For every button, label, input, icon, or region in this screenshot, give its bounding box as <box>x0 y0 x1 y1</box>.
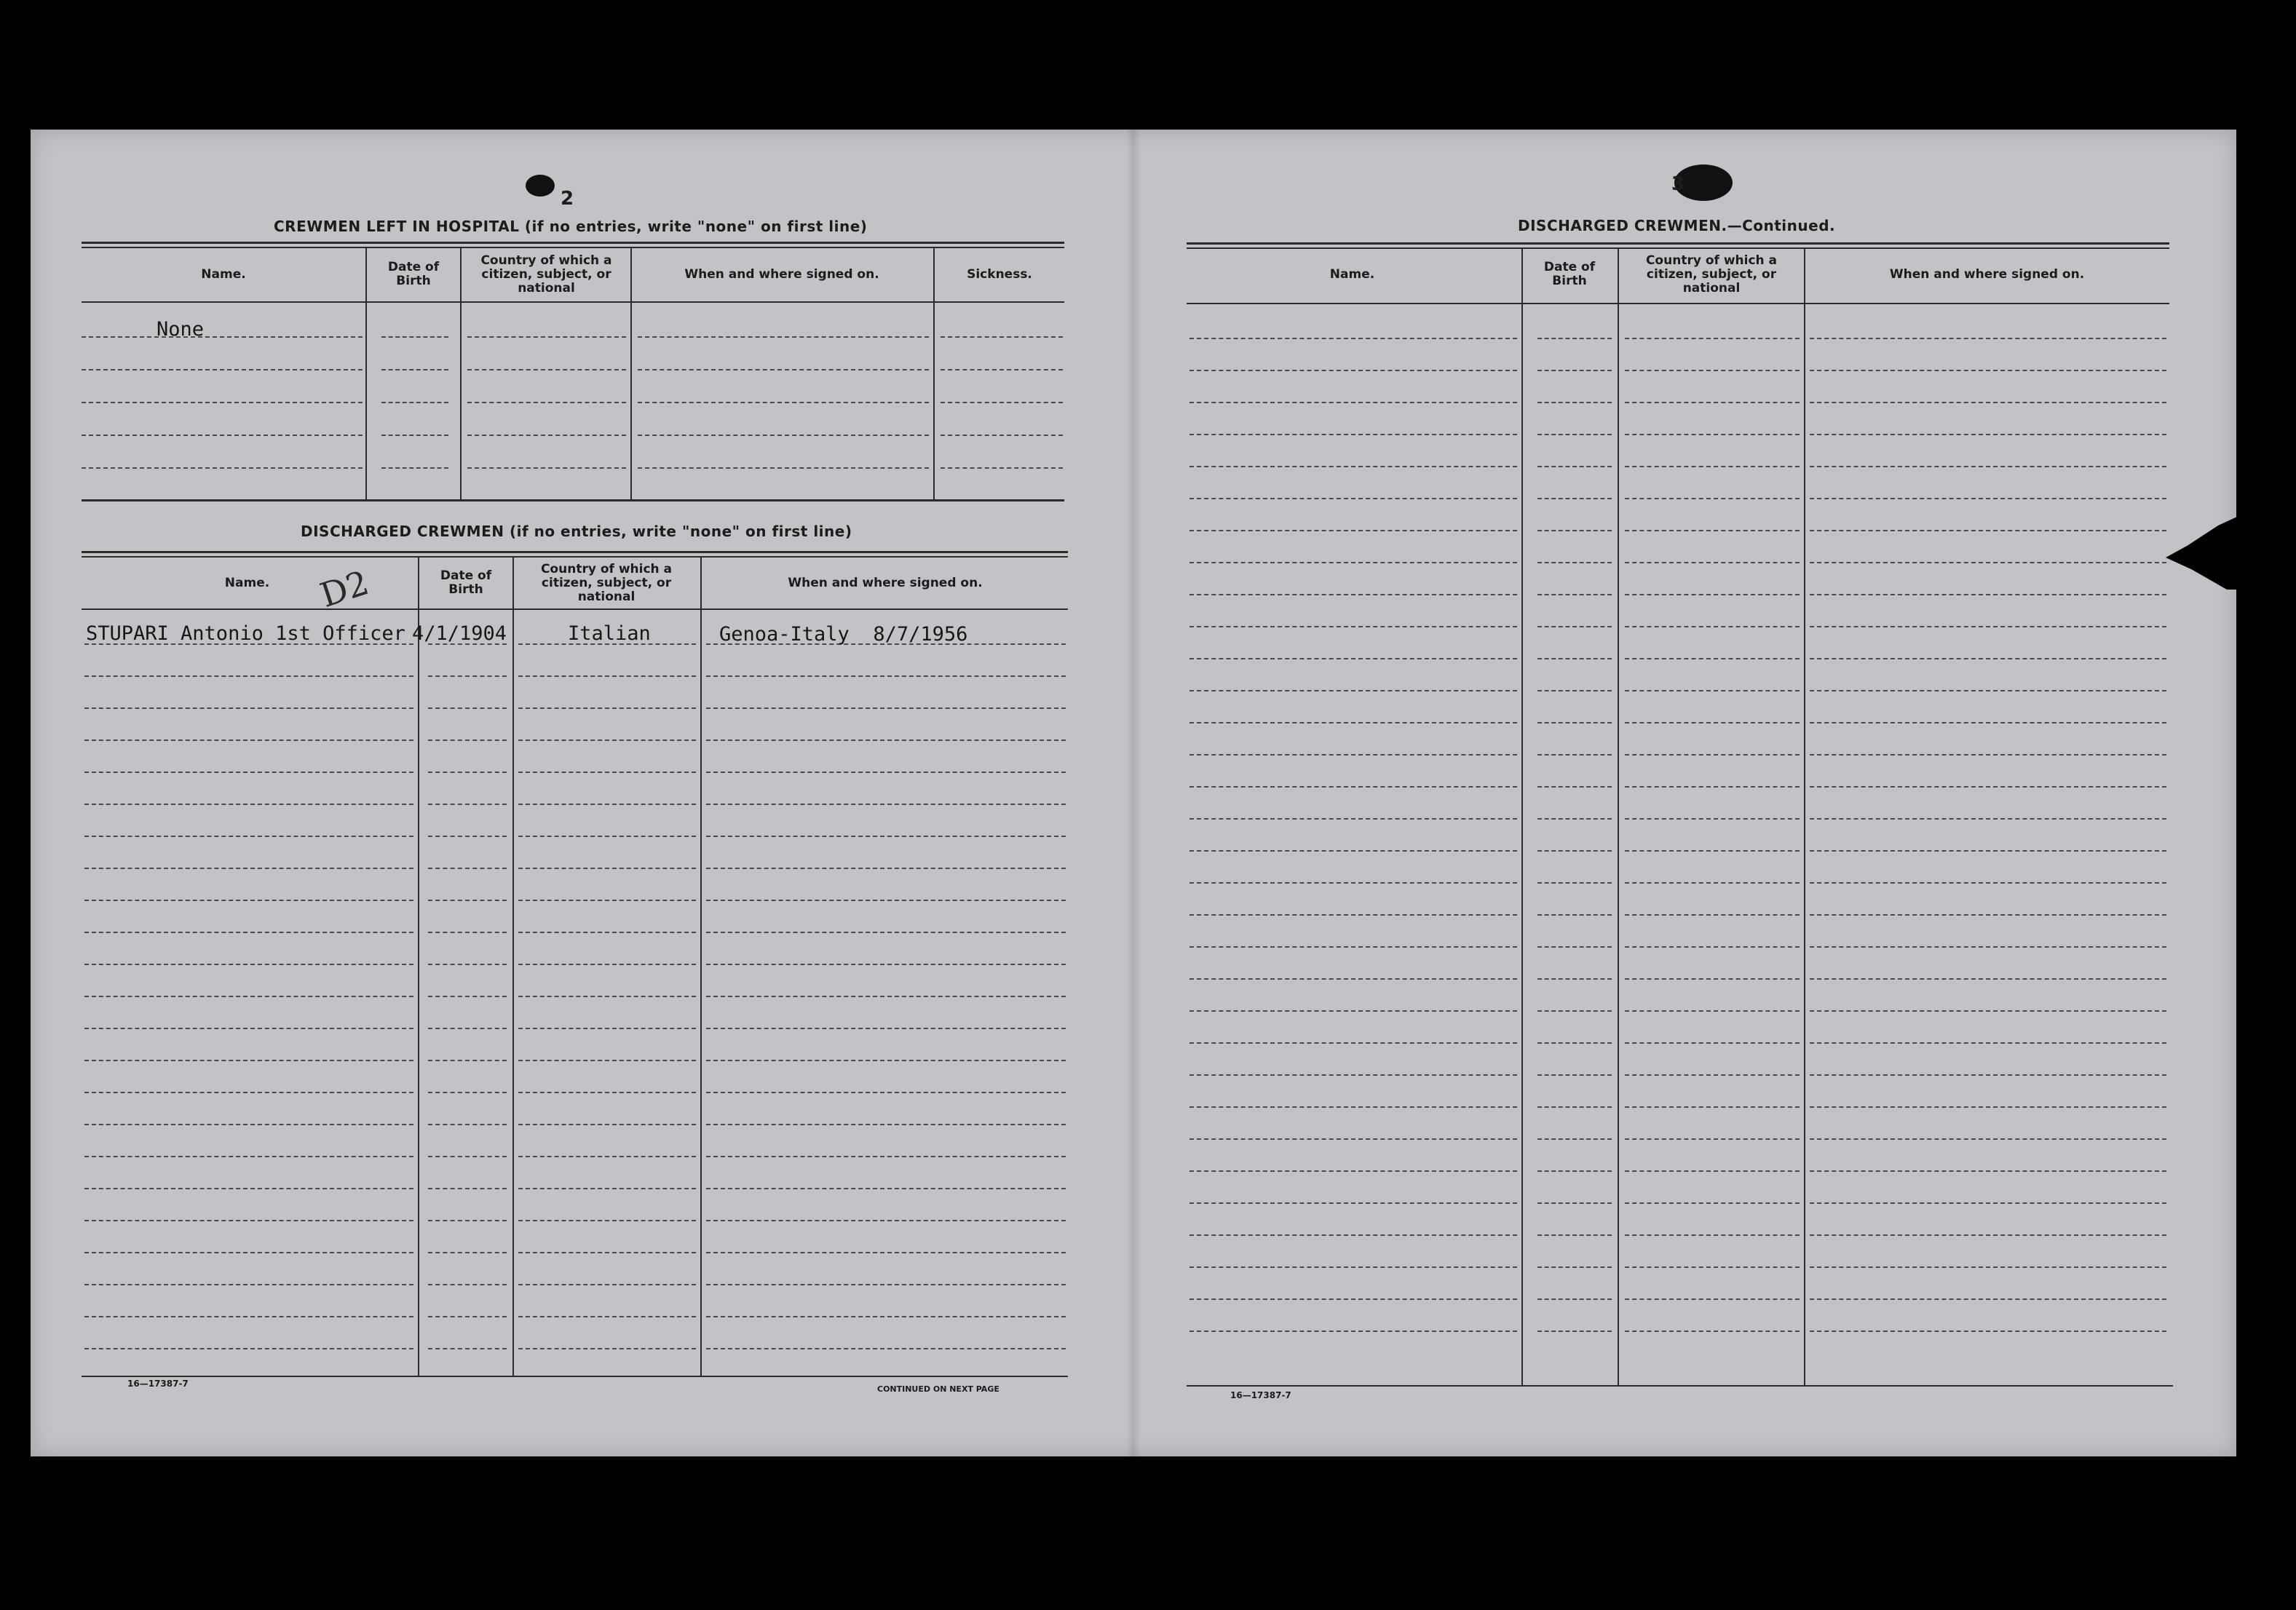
ruled-line <box>518 1092 696 1093</box>
header-rule <box>82 608 1068 610</box>
ruled-line <box>1189 722 1517 723</box>
ruled-line <box>428 1220 507 1221</box>
column-divider <box>512 557 514 1376</box>
ruled-line <box>1625 978 1800 980</box>
ruled-line <box>1625 466 1800 467</box>
ruled-line <box>518 1252 696 1253</box>
ruled-line <box>84 804 413 805</box>
ruled-line <box>1537 722 1612 723</box>
ruled-line <box>1537 1170 1612 1172</box>
ruled-line <box>518 804 696 805</box>
ruled-line <box>1537 1010 1612 1012</box>
ruled-line <box>1189 530 1517 531</box>
ruled-line <box>428 836 507 837</box>
ruled-line <box>518 932 696 933</box>
ruled-line <box>1625 370 1800 371</box>
ruled-line <box>1625 1331 1800 1332</box>
ruled-line <box>1810 562 2166 563</box>
ruled-line <box>1537 690 1612 691</box>
col-header-name: Name. <box>201 266 246 282</box>
col-header-signed-on: When and where signed on. <box>1889 266 2085 282</box>
ruled-line <box>1189 850 1517 852</box>
ruled-line <box>428 739 507 741</box>
col-header-birth: Date of Birth <box>440 568 492 597</box>
ruled-line <box>1189 594 1517 595</box>
ruled-line <box>1537 882 1612 884</box>
ruled-line <box>638 402 929 403</box>
ruled-line <box>84 1092 413 1093</box>
ruled-line <box>381 369 448 370</box>
col-header-name: Name. <box>224 575 270 590</box>
ruled-line <box>428 1316 507 1317</box>
rule <box>1187 242 2169 245</box>
ruled-line <box>1189 1266 1517 1268</box>
ruled-line <box>428 1124 507 1125</box>
ruled-line <box>1625 1074 1800 1076</box>
ruled-line <box>1810 1042 2166 1044</box>
column-divider <box>1521 248 1523 1385</box>
ruled-line <box>1810 786 2166 788</box>
col-header-country: Country of which a citizen, subject, or national <box>480 253 612 296</box>
ruled-line <box>1625 914 1800 916</box>
ruled-line <box>638 369 929 370</box>
ruled-line <box>84 964 413 965</box>
ruled-line <box>706 1348 1066 1349</box>
ruled-line <box>1537 530 1612 531</box>
ruled-line <box>1625 786 1800 788</box>
header-rule <box>82 301 1064 303</box>
ruled-line <box>1625 562 1800 563</box>
column-divider <box>1804 248 1805 1385</box>
ruled-line <box>706 1060 1066 1061</box>
ruled-line <box>706 1316 1066 1317</box>
ruled-line <box>518 1188 696 1189</box>
ruled-line <box>1189 1138 1517 1140</box>
ruled-line <box>1810 658 2166 659</box>
ruled-line <box>381 336 448 338</box>
ruled-line <box>381 402 448 403</box>
ruled-line <box>428 772 507 773</box>
ruled-line <box>1537 658 1612 659</box>
ruled-line <box>1537 754 1612 756</box>
ruled-line <box>428 1348 507 1349</box>
ruled-line <box>1189 562 1517 563</box>
ruled-line <box>1537 1042 1612 1044</box>
ruled-line <box>82 435 363 436</box>
ruled-line <box>1189 434 1517 435</box>
ruled-line <box>1537 626 1612 627</box>
ruled-line <box>467 467 626 469</box>
rule <box>82 247 1064 248</box>
rule <box>82 242 1064 244</box>
ruled-line <box>518 900 696 901</box>
col-header-birth: Date of Birth <box>1543 260 1596 288</box>
form-number: 16—17387-7 <box>1230 1390 1291 1400</box>
rule <box>82 551 1068 553</box>
ruled-line <box>1810 1331 2166 1332</box>
rule <box>82 1376 1068 1377</box>
ruled-line <box>1810 1266 2166 1268</box>
ruled-line <box>1810 370 2166 371</box>
ruled-line <box>1189 882 1517 884</box>
ruled-line <box>1810 1074 2166 1076</box>
rule <box>1187 247 2169 249</box>
col-header-country: Country of which a citizen, subject, or national <box>1645 253 1778 296</box>
ruled-line <box>1537 1331 1612 1332</box>
ruled-line <box>1625 946 1800 948</box>
ruled-line <box>82 467 363 469</box>
ruled-line <box>706 1092 1066 1093</box>
ruled-line <box>1189 1042 1517 1044</box>
column-divider <box>630 247 632 499</box>
ruled-line <box>706 996 1066 997</box>
discharged-entry-birth: 4/1/1904 <box>412 622 507 645</box>
ruled-line <box>941 336 1063 338</box>
ruled-line <box>1625 754 1800 756</box>
ruled-line <box>1810 722 2166 723</box>
ruled-line <box>518 1060 696 1061</box>
ruled-line <box>428 1188 507 1189</box>
ruled-line <box>1625 1106 1800 1108</box>
col-header-signed-on: When and where signed on. <box>684 266 879 282</box>
ruled-line <box>518 1316 696 1317</box>
ruled-line <box>428 932 507 933</box>
ruled-line <box>82 336 363 338</box>
ruled-line <box>638 435 929 436</box>
ruled-line <box>706 1124 1066 1125</box>
ruled-line <box>1537 338 1612 339</box>
ruled-line <box>1189 914 1517 916</box>
ruled-line <box>706 804 1066 805</box>
ruled-line <box>467 369 626 370</box>
ruled-line <box>1189 1106 1517 1108</box>
ruled-line <box>1810 338 2166 339</box>
ruled-line <box>1537 914 1612 916</box>
column-divider <box>460 247 462 499</box>
ruled-line <box>381 467 448 469</box>
ruled-line <box>1810 402 2166 403</box>
ruled-line <box>1625 1010 1800 1012</box>
ruled-line <box>1810 754 2166 756</box>
ruled-line <box>1810 1298 2166 1300</box>
ruled-line <box>518 1124 696 1125</box>
ruled-line <box>1189 978 1517 980</box>
ruled-line <box>706 1188 1066 1189</box>
discharged-entry-country: Italian <box>568 622 651 645</box>
ruled-line <box>82 402 363 403</box>
ruled-line <box>428 707 507 709</box>
ruled-line <box>1625 1042 1800 1044</box>
ruled-line <box>1810 466 2166 467</box>
ruled-line <box>1810 498 2166 499</box>
ruled-line <box>1625 402 1800 403</box>
column-divider <box>418 557 419 1376</box>
ruled-line <box>1810 690 2166 691</box>
ruled-line <box>428 996 507 997</box>
ruled-line <box>941 402 1063 403</box>
ruled-line <box>518 836 696 837</box>
ruled-line <box>518 772 696 773</box>
ruled-line <box>638 336 929 338</box>
ruled-line <box>428 900 507 901</box>
ruled-line <box>1625 690 1800 691</box>
ruled-line <box>706 1220 1066 1221</box>
ruled-line <box>1537 562 1612 563</box>
ruled-line <box>1189 658 1517 659</box>
ruled-line <box>84 1188 413 1189</box>
ruled-line <box>1625 1202 1800 1204</box>
form-number: 16—17387-7 <box>127 1379 189 1389</box>
ruled-line <box>1189 1298 1517 1300</box>
ruled-line <box>1625 1234 1800 1236</box>
ruled-line <box>428 1156 507 1157</box>
ruled-line <box>518 1220 696 1221</box>
ruled-line <box>706 772 1066 773</box>
ruled-line <box>84 739 413 741</box>
ruled-line <box>518 1028 696 1029</box>
rule <box>82 499 1064 501</box>
ruled-line <box>1625 850 1800 852</box>
ruled-line <box>1625 338 1800 339</box>
ruled-line <box>1810 530 2166 531</box>
ruled-line <box>84 1252 413 1253</box>
ruled-line <box>428 1252 507 1253</box>
ruled-line <box>1189 786 1517 788</box>
ruled-line <box>1189 818 1517 820</box>
ruled-line <box>518 868 696 869</box>
ruled-line <box>1810 914 2166 916</box>
continued-note: CONTINUED ON NEXT PAGE <box>877 1384 999 1394</box>
ruled-line <box>428 1028 507 1029</box>
ruled-line <box>1625 594 1800 595</box>
ruled-line <box>518 739 696 741</box>
ruled-line <box>1625 1298 1800 1300</box>
ruled-line <box>1810 594 2166 595</box>
ruled-line <box>1537 466 1612 467</box>
ruled-line <box>428 1284 507 1285</box>
ruled-line <box>706 675 1066 677</box>
rule <box>1187 1385 2173 1387</box>
col-header-name: Name. <box>1329 266 1375 282</box>
ruled-line <box>84 1316 413 1317</box>
ruled-line <box>1189 626 1517 627</box>
column-divider <box>1618 248 1619 1385</box>
ruled-line <box>84 1060 413 1061</box>
ruled-line <box>84 772 413 773</box>
col-header-sickness: Sickness. <box>967 266 1032 282</box>
ruled-line <box>706 900 1066 901</box>
ruled-line <box>1810 946 2166 948</box>
ruled-line <box>84 1220 413 1221</box>
ruled-line <box>1537 498 1612 499</box>
ruled-line <box>518 1156 696 1157</box>
ruled-line <box>1189 498 1517 499</box>
discharged-entry-name: STUPARI Antonio 1st Officer <box>86 622 405 645</box>
ruled-line <box>1810 1010 2166 1012</box>
ruled-line <box>706 868 1066 869</box>
ruled-line <box>1537 370 1612 371</box>
ruled-line <box>941 369 1063 370</box>
ruled-line <box>706 1252 1066 1253</box>
ruled-line <box>1189 338 1517 339</box>
ruled-line <box>1537 786 1612 788</box>
punch-hole <box>526 175 555 197</box>
ruled-line <box>1625 1170 1800 1172</box>
ruled-line <box>1625 1138 1800 1140</box>
ruled-line <box>706 964 1066 965</box>
handwritten-annotation: D2 <box>315 563 373 615</box>
ruled-line <box>1625 658 1800 659</box>
ruled-line <box>518 996 696 997</box>
ruled-line <box>706 1156 1066 1157</box>
header-rule <box>1187 303 2169 304</box>
ruled-line <box>1810 1138 2166 1140</box>
ruled-line <box>1189 466 1517 467</box>
hospital-entry-name: None <box>157 318 205 341</box>
ruled-line <box>1537 1074 1612 1076</box>
col-header-birth: Date of Birth <box>387 260 440 288</box>
ruled-line <box>1810 1234 2166 1236</box>
ruled-line <box>1625 882 1800 884</box>
ruled-line <box>1537 1298 1612 1300</box>
ruled-line <box>706 1284 1066 1285</box>
ruled-line <box>82 369 363 370</box>
ruled-line <box>1189 754 1517 756</box>
col-header-country: Country of which a citizen, subject, or national <box>540 561 673 604</box>
ruled-line <box>1189 1010 1517 1012</box>
hospital-section-title: CREWMEN LEFT IN HOSPITAL (if no entries, write "none" on first line) <box>274 218 868 235</box>
ruled-line <box>941 467 1063 469</box>
ruled-line <box>1189 370 1517 371</box>
page-number: 3 <box>1671 173 1685 195</box>
column-divider <box>365 247 367 499</box>
ruled-line <box>706 1028 1066 1029</box>
ruled-line <box>1810 626 2166 627</box>
ruled-line <box>428 868 507 869</box>
ruled-line <box>84 707 413 709</box>
ruled-line <box>1625 530 1800 531</box>
ruled-line <box>706 739 1066 741</box>
ruled-line <box>84 932 413 933</box>
ruled-line <box>1810 434 2166 435</box>
ruled-line <box>518 964 696 965</box>
rule <box>82 556 1068 558</box>
ruled-line <box>1810 850 2166 852</box>
ruled-line <box>1537 1106 1612 1108</box>
ruled-line <box>1537 850 1612 852</box>
ruled-line <box>84 900 413 901</box>
ruled-line <box>84 675 413 677</box>
discharged-continued-title: DISCHARGED CREWMEN.—Continued. <box>1518 217 1836 234</box>
ruled-line <box>467 435 626 436</box>
ruled-line <box>518 1348 696 1349</box>
ruled-line <box>84 868 413 869</box>
ruled-line <box>638 467 929 469</box>
ruled-line <box>84 1156 413 1157</box>
column-divider <box>700 557 702 1376</box>
ruled-line <box>1625 722 1800 723</box>
ruled-line <box>1537 946 1612 948</box>
column-divider <box>933 247 935 499</box>
ruled-line <box>428 1092 507 1093</box>
ruled-line <box>1189 1234 1517 1236</box>
ruled-line <box>1625 1266 1800 1268</box>
ruled-line <box>1810 1106 2166 1108</box>
ruled-line <box>1810 818 2166 820</box>
ruled-line <box>467 402 626 403</box>
col-header-signed-on: When and where signed on. <box>788 575 983 590</box>
ruled-line <box>1189 1074 1517 1076</box>
ruled-line <box>1810 1170 2166 1172</box>
ruled-line <box>428 1060 507 1061</box>
ruled-line <box>1625 818 1800 820</box>
ruled-line <box>1537 1266 1612 1268</box>
page-fold <box>1126 130 1141 1456</box>
ruled-line <box>1810 882 2166 884</box>
ruled-line <box>706 836 1066 837</box>
ruled-line <box>84 836 413 837</box>
ruled-line <box>1189 690 1517 691</box>
ruled-line <box>1810 1202 2166 1204</box>
ruled-line <box>1537 402 1612 403</box>
ruled-line <box>1189 402 1517 403</box>
ruled-line <box>1625 498 1800 499</box>
ruled-line <box>1537 818 1612 820</box>
ruled-line <box>1189 1202 1517 1204</box>
ruled-line <box>84 996 413 997</box>
ruled-line <box>1189 946 1517 948</box>
ruled-line <box>381 435 448 436</box>
ruled-line <box>1625 626 1800 627</box>
page-number: 2 <box>561 188 574 210</box>
ruled-line <box>706 932 1066 933</box>
ruled-line <box>1537 978 1612 980</box>
ruled-line <box>84 1028 413 1029</box>
ruled-line <box>1537 594 1612 595</box>
ruled-line <box>941 435 1063 436</box>
ruled-line <box>428 964 507 965</box>
ruled-line <box>1810 978 2166 980</box>
ruled-line <box>518 707 696 709</box>
discharged-entry-signed-on: Genoa-Italy 8/7/1956 <box>719 623 968 646</box>
ruled-line <box>1537 1138 1612 1140</box>
ruled-line <box>428 675 507 677</box>
ruled-line <box>1189 1331 1517 1332</box>
ruled-line <box>706 707 1066 709</box>
ruled-line <box>1189 1170 1517 1172</box>
ruled-line <box>1537 434 1612 435</box>
ruled-line <box>1625 434 1800 435</box>
ruled-line <box>467 336 626 338</box>
ruled-line <box>84 1284 413 1285</box>
ruled-line <box>84 1348 413 1349</box>
ruled-line <box>518 1284 696 1285</box>
ruled-line <box>518 675 696 677</box>
ruled-line <box>84 1124 413 1125</box>
discharged-section-title: DISCHARGED CREWMEN (if no entries, write "none" on first line) <box>301 523 852 540</box>
ruled-line <box>1537 1202 1612 1204</box>
ruled-line <box>428 804 507 805</box>
ruled-line <box>1537 1234 1612 1236</box>
